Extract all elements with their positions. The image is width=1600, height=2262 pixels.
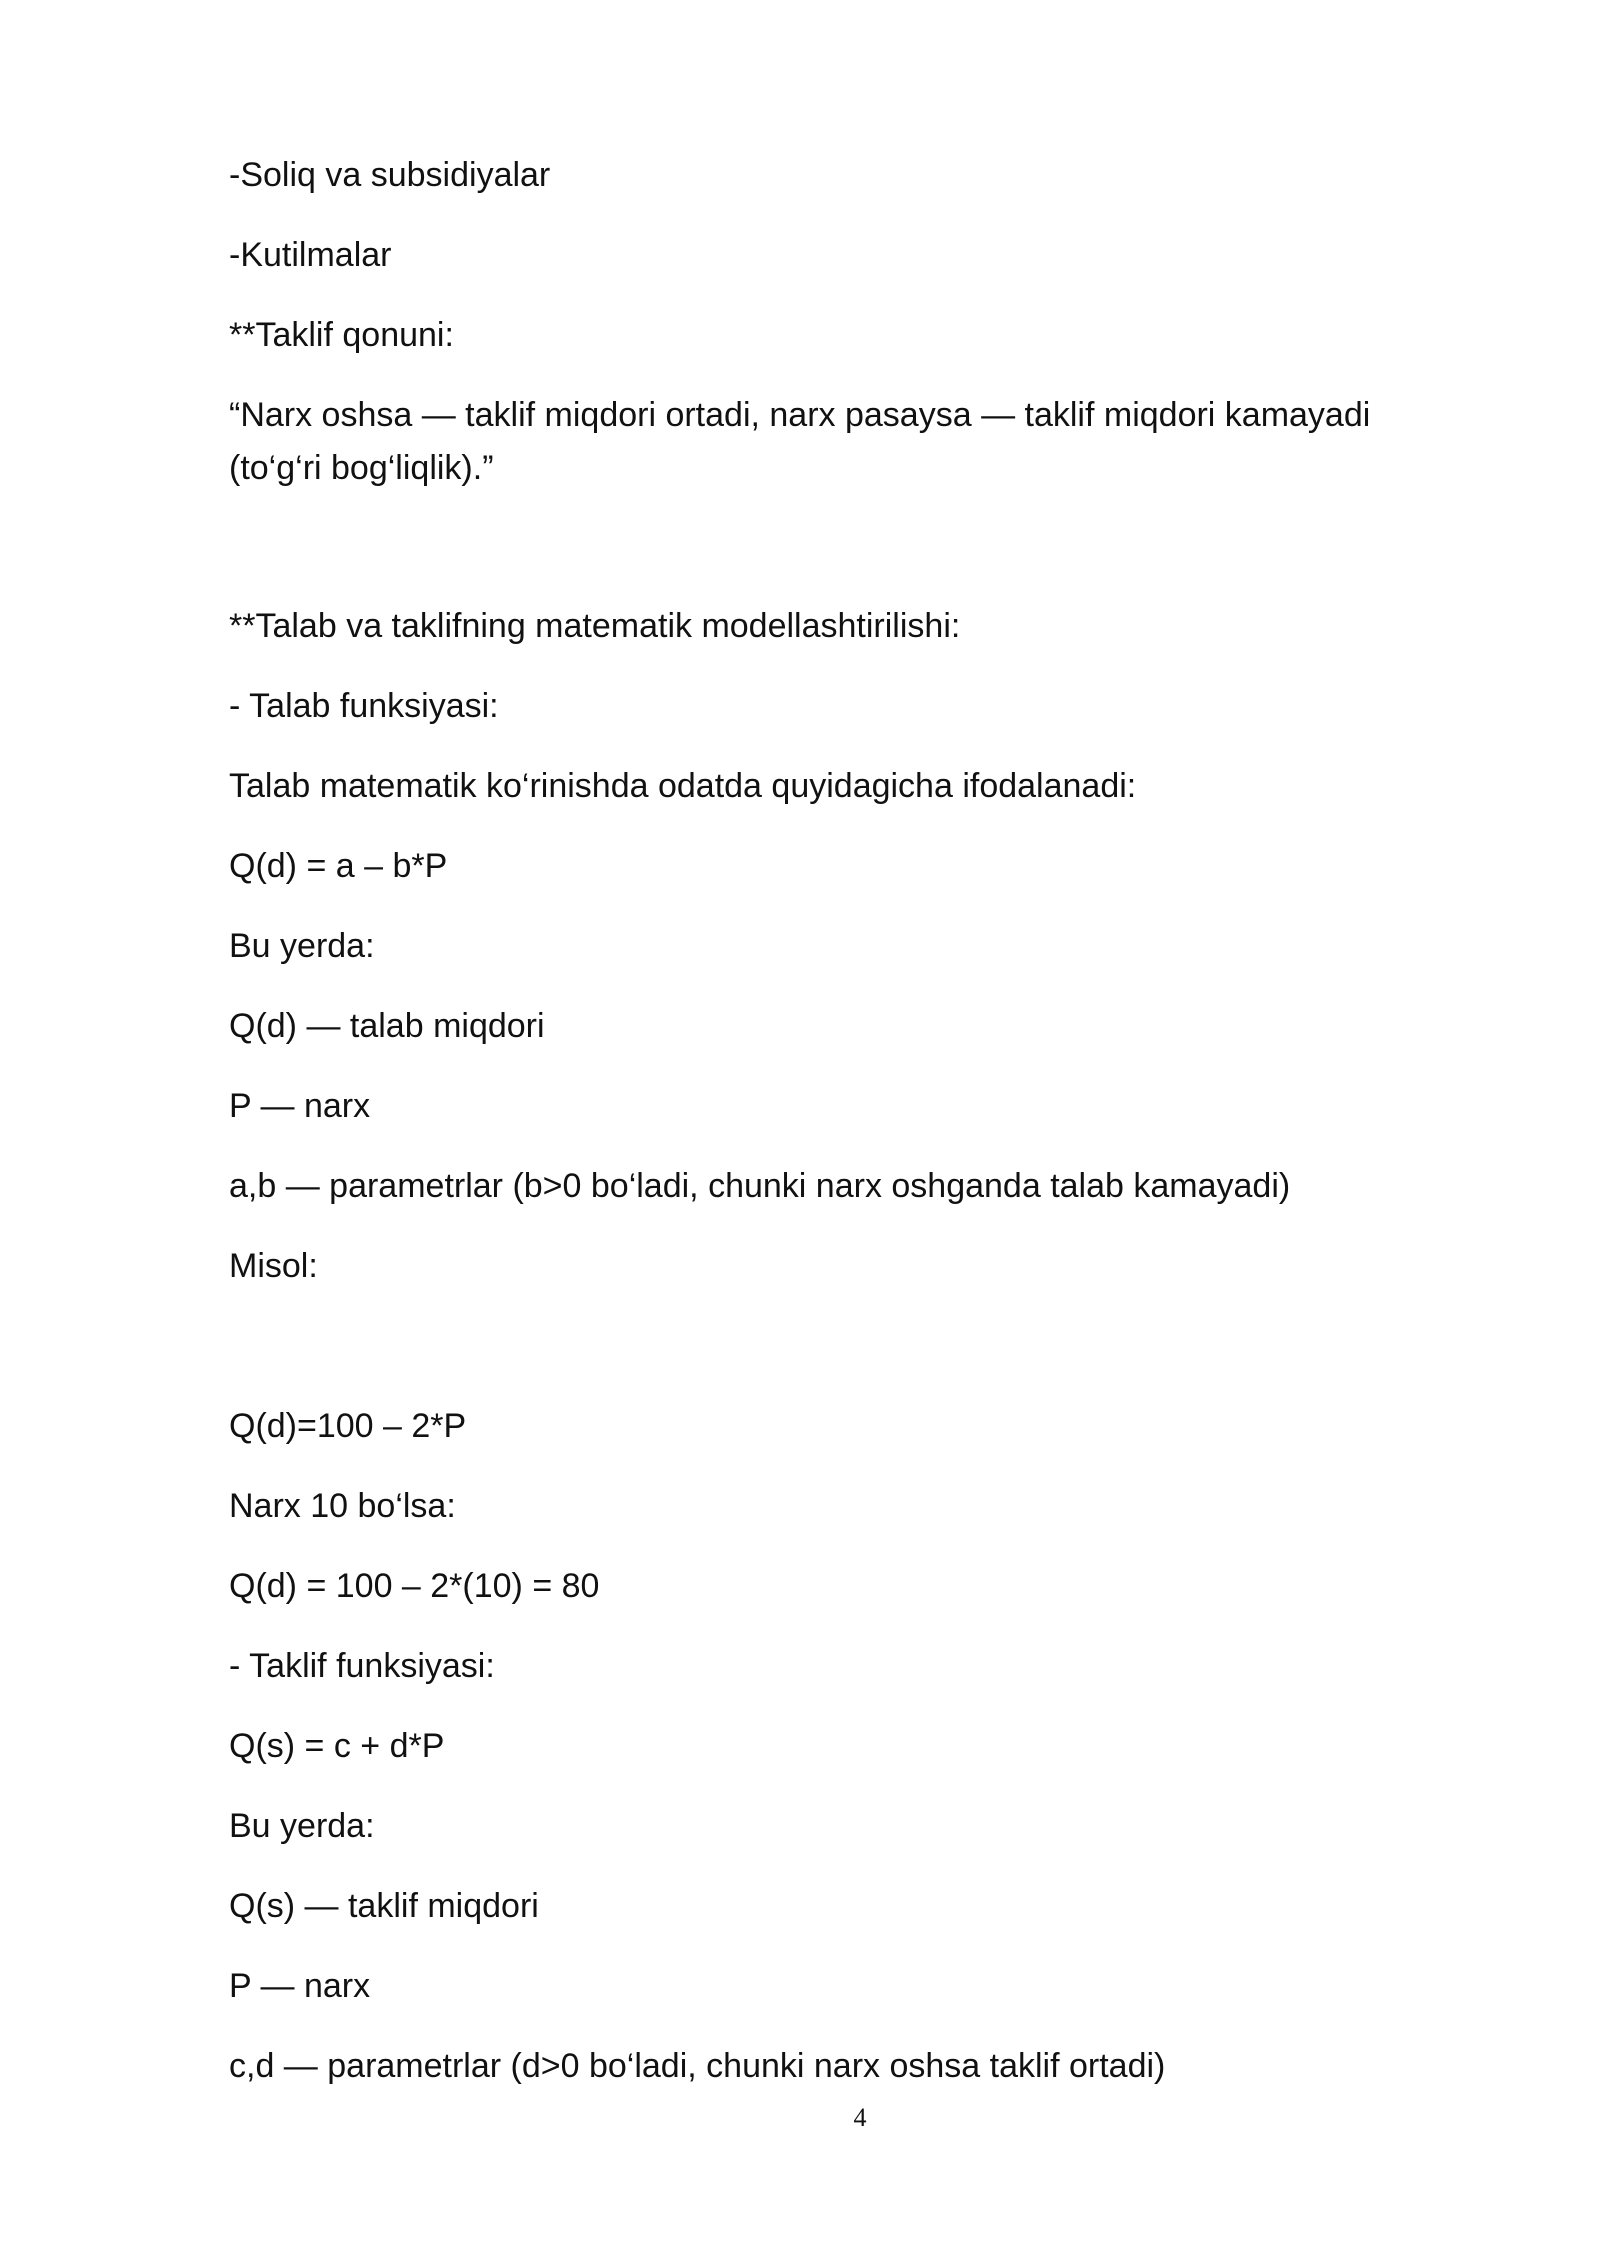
- text-line: Bu yerda:: [229, 927, 375, 965]
- text-line: -Kutilmalar: [229, 236, 392, 274]
- definition-line: c,d — parametrlar (d>0 bo‘ladi, chunki narx oshsa taklif ortadi): [229, 2047, 1166, 2085]
- definition-line: P — narx: [229, 1967, 371, 2005]
- formula-line: Q(s) = c + d*P: [229, 1727, 445, 1765]
- definition-line: Q(d) — talab miqdori: [229, 1007, 545, 1045]
- formula-line: Q(d) = 100 – 2*(10) = 80: [229, 1567, 600, 1605]
- formula-line: Q(d) = a – b*P: [229, 847, 448, 885]
- subsection-heading: - Talab funksiyasi:: [229, 687, 499, 725]
- section-heading: **Talab va taklifning matematik modellashtirilishi:: [229, 607, 961, 645]
- definition-line: P — narx: [229, 1087, 371, 1125]
- text-line: -Soliq va subsidiyalar: [229, 156, 551, 194]
- text-line: Misol:: [229, 1247, 318, 1285]
- definition-line: Q(s) — taklif miqdori: [229, 1887, 539, 1925]
- definition-line: a,b — parametrlar (b>0 bo‘ladi, chunki narx oshganda talab kamayadi): [229, 1167, 1291, 1205]
- formula-line: Q(d)=100 – 2*P: [229, 1407, 467, 1445]
- text-line: Bu yerda:: [229, 1807, 375, 1845]
- text-line: Talab matematik ko‘rinishda odatda quyidagicha ifodalanadi:: [229, 767, 1137, 805]
- page-number: 4: [853, 2103, 867, 2132]
- quote-paragraph: “Narx oshsa — taklif miqdori ortadi, narx pasaysa — taklif miqdori kamayadi (to‘g‘ri bog‘liqlik).”: [229, 396, 1371, 487]
- text-line: Narx 10 bo‘lsa:: [229, 1487, 456, 1525]
- section-heading: **Taklif qonuni:: [229, 316, 454, 354]
- subsection-heading: - Taklif funksiyasi:: [229, 1647, 495, 1685]
